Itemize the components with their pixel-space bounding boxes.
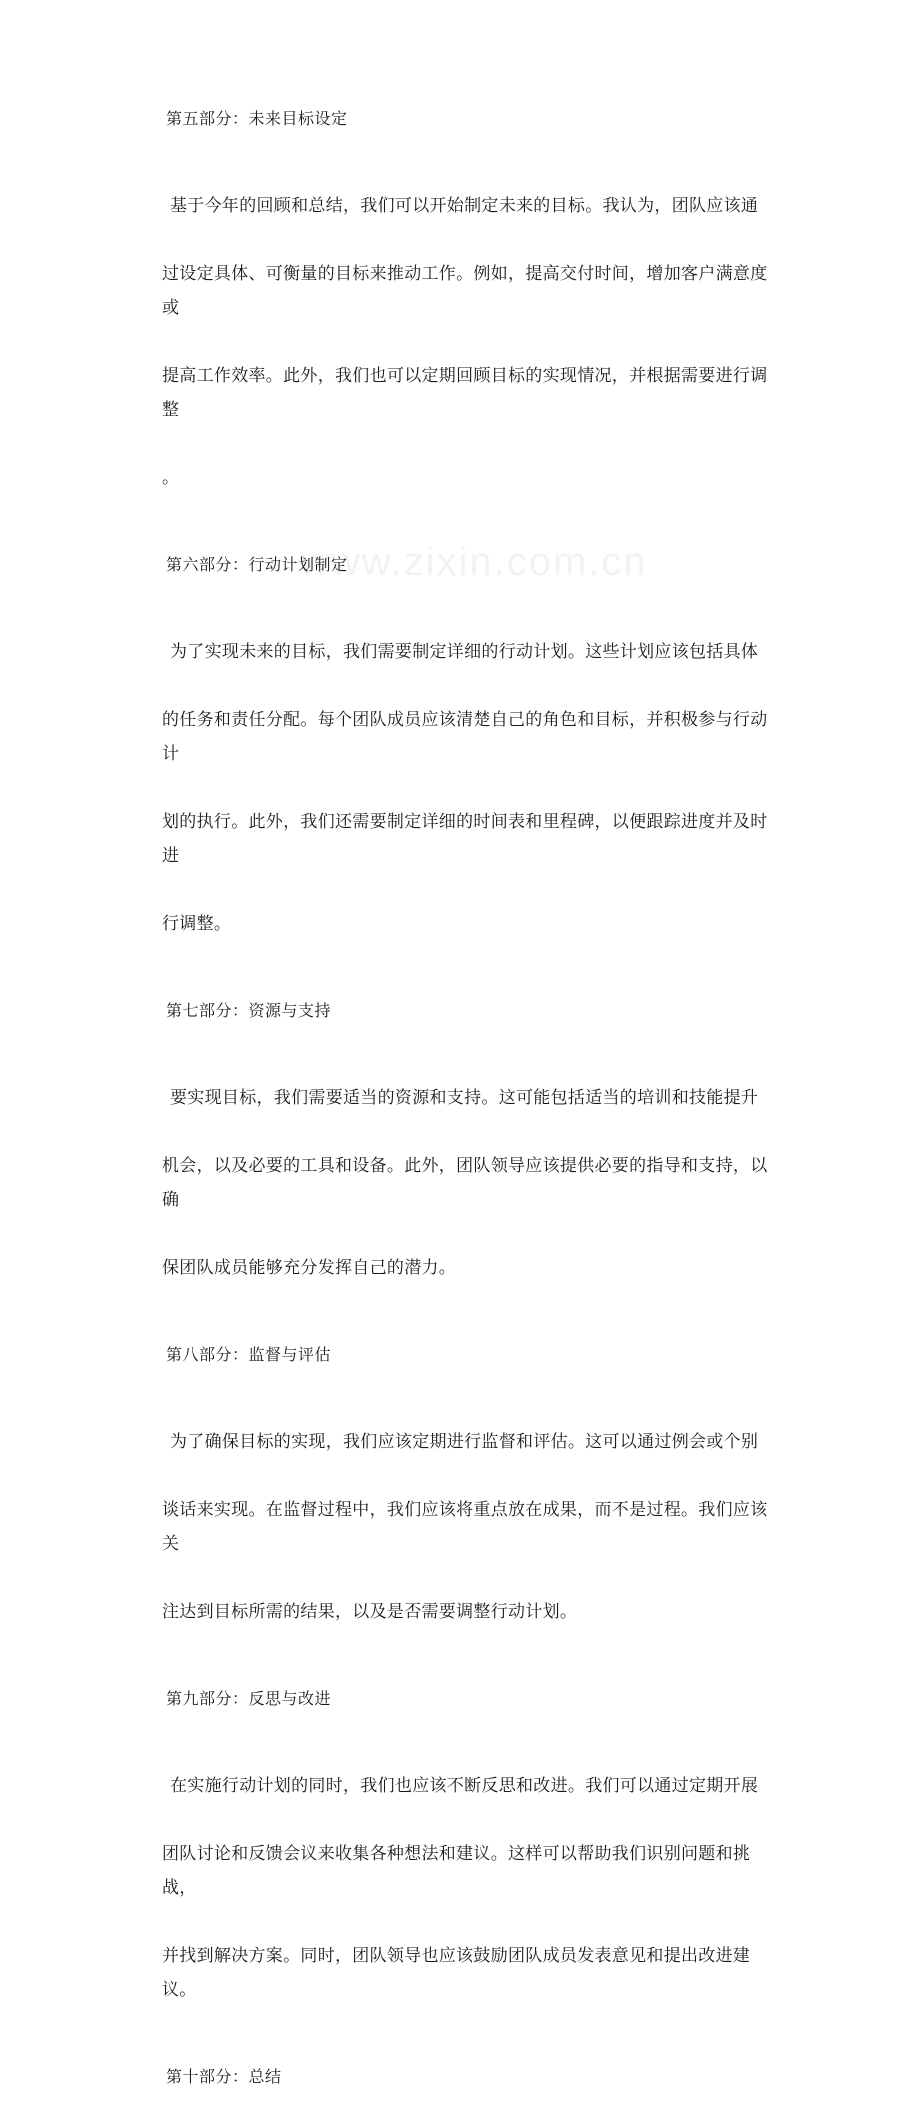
paragraph-line: 的任务和责任分配。每个团队成员应该清楚自己的角色和目标，并积极参与行动计 — [162, 710, 768, 764]
document-page — [162, 104, 782, 2113]
paragraph-line: 团队讨论和反馈会议来收集各种想法和建议。这样可以帮助我们识别问题和挑战， — [162, 1844, 751, 1898]
section-heading: 第六部分：行动计划制定 — [166, 555, 348, 574]
paragraph-line: 注达到目标所需的结果，以及是否需要调整行动计划。 — [162, 1602, 578, 1622]
section-8 — [162, 1340, 782, 1663]
paragraph-line: 要实现目标，我们需要适当的资源和支持。这可能包括适当的培训和技能提升 — [170, 1088, 759, 1108]
section-9 — [162, 1684, 782, 2041]
section-paragraph — [162, 1735, 782, 2041]
paragraph-line: 提高工作效率。此外，我们也可以定期回顾目标的实现情况，并根据需要进行调整 — [162, 366, 768, 420]
watermark: www.zixin.com.cn — [300, 540, 648, 584]
paragraph-line: 机会，以及必要的工具和设备。此外，团队领导应该提供必要的指导和支持，以确 — [162, 1156, 768, 1210]
paragraph-line: 在实施行动计划的同时，我们也应该不断反思和改进。我们可以通过定期开展 — [170, 1776, 759, 1796]
paragraph-line: 基于今年的回顾和总结，我们可以开始制定未来的目标。我认为，团队应该通 — [170, 196, 759, 216]
section-paragraph — [162, 601, 782, 975]
paragraph-line: 划的执行。此外，我们还需要制定详细的时间表和里程碑，以便跟踪进度并及时进 — [162, 812, 768, 866]
section-10 — [162, 2062, 782, 2092]
section-7 — [162, 996, 782, 1319]
section-heading: 第十部分：总结 — [166, 2067, 282, 2086]
paragraph-line: 保团队成员能够充分发挥自己的潜力。 — [162, 1258, 457, 1278]
paragraph-line: 。 — [162, 468, 180, 488]
paragraph-line: 过设定具体、可衡量的目标来推动工作。例如，提高交付时间，增加客户满意度或 — [162, 264, 768, 318]
section-heading: 第八部分：监督与评估 — [166, 1345, 332, 1364]
paragraph-line: 行调整。 — [162, 914, 232, 934]
section-6 — [162, 550, 782, 975]
section-paragraph — [162, 1047, 782, 1319]
section-heading: 第九部分：反思与改进 — [166, 1689, 332, 1708]
section-heading: 第五部分：未来目标设定 — [166, 109, 348, 128]
section-paragraph — [162, 1391, 782, 1663]
paragraph-line: 谈话来实现。在监督过程中，我们应该将重点放在成果，而不是过程。我们应该关 — [162, 1500, 768, 1554]
section-paragraph — [162, 155, 782, 529]
section-heading: 第七部分：资源与支持 — [166, 1001, 332, 1020]
paragraph-line: 为了确保目标的实现，我们应该定期进行监督和评估。这可以通过例会或个别 — [170, 1432, 759, 1452]
section-5 — [162, 104, 782, 529]
paragraph-line: 并找到解决方案。同时，团队领导也应该鼓励团队成员发表意见和提出改进建议。 — [162, 1946, 751, 2000]
paragraph-line: 为了实现未来的目标，我们需要制定详细的行动计划。这些计划应该包括具体 — [170, 642, 759, 662]
